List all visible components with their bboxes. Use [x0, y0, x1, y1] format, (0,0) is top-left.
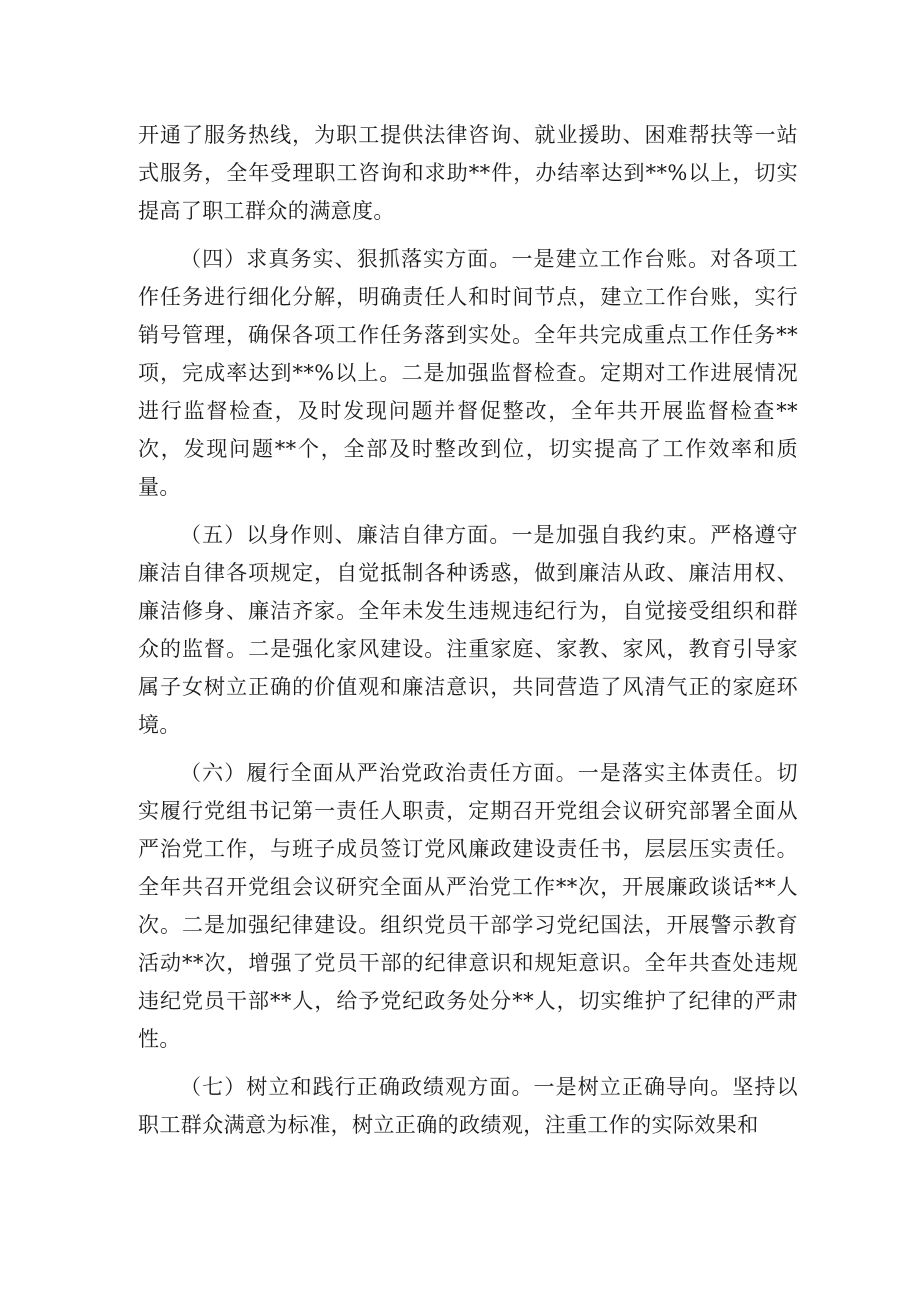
paragraph-section-7-performance-view: （七）树立和践行正确政绩观方面。一是树立正确导向。坚持以职工群众满意为标准，树立正确的政绩观，注重工作的实际效果和	[138, 1075, 798, 1137]
paragraph-section-5-integrity: （五）以身作则、廉洁自律方面。一是加强自我约束。严格遵守廉洁自律各项规定，自觉抵制各种诱惑，做到廉洁从政、廉洁用权、廉洁修身、廉洁齐家。全年未发生违规违纪行为，自觉接受组织和群众的监督。二是强化家风建设。注重家庭、家教、家风，教育引导家属子女树立正确的价值观和廉洁意识，共同营造了风清气正的家庭环境。	[138, 523, 798, 737]
document-body	[138, 116, 798, 1154]
paragraph-section-6-party-discipline: （六）履行全面从严治党政治责任方面。一是落实主体责任。切实履行党组书记第一责任人职责，定期召开党组会议研究部署全面从严治党工作，与班子成员签订党风廉政建设责任书，层层压实责任。全年共召开党组会议研究全面从严治党工作**次，开展廉政谈话**人次。二是加强纪律建设。组织党员干部学习党纪国法，开展警示教育活动**次，增强了党员干部的纪律意识和规矩意识。全年共查处违规违纪党员干部**人，给予党纪政务处分**人，切实维护了纪律的严肃性。	[138, 761, 798, 1051]
paragraph-continued-service-hotline: 开通了服务热线，为职工提供法律咨询、就业援助、困难帮扶等一站式服务，全年受理职工咨询和求助**件，办结率达到**%以上，切实提高了职工群众的满意度。	[138, 123, 798, 223]
paragraph-section-4-implementation: （四）求真务实、狠抓落实方面。一是建立工作台账。对各项工作任务进行细化分解，明确责任人和时间节点，建立工作台账，实行销号管理，确保各项工作任务落到实处。全年共完成重点工作任务**项，完成率达到**%以上。二是加强监督检查。定期对工作进展情况进行监督检查，及时发现问题并督促整改，全年共开展监督检查**次，发现问题**个，全部及时整改到位，切实提高了工作效率和质量。	[138, 247, 798, 499]
